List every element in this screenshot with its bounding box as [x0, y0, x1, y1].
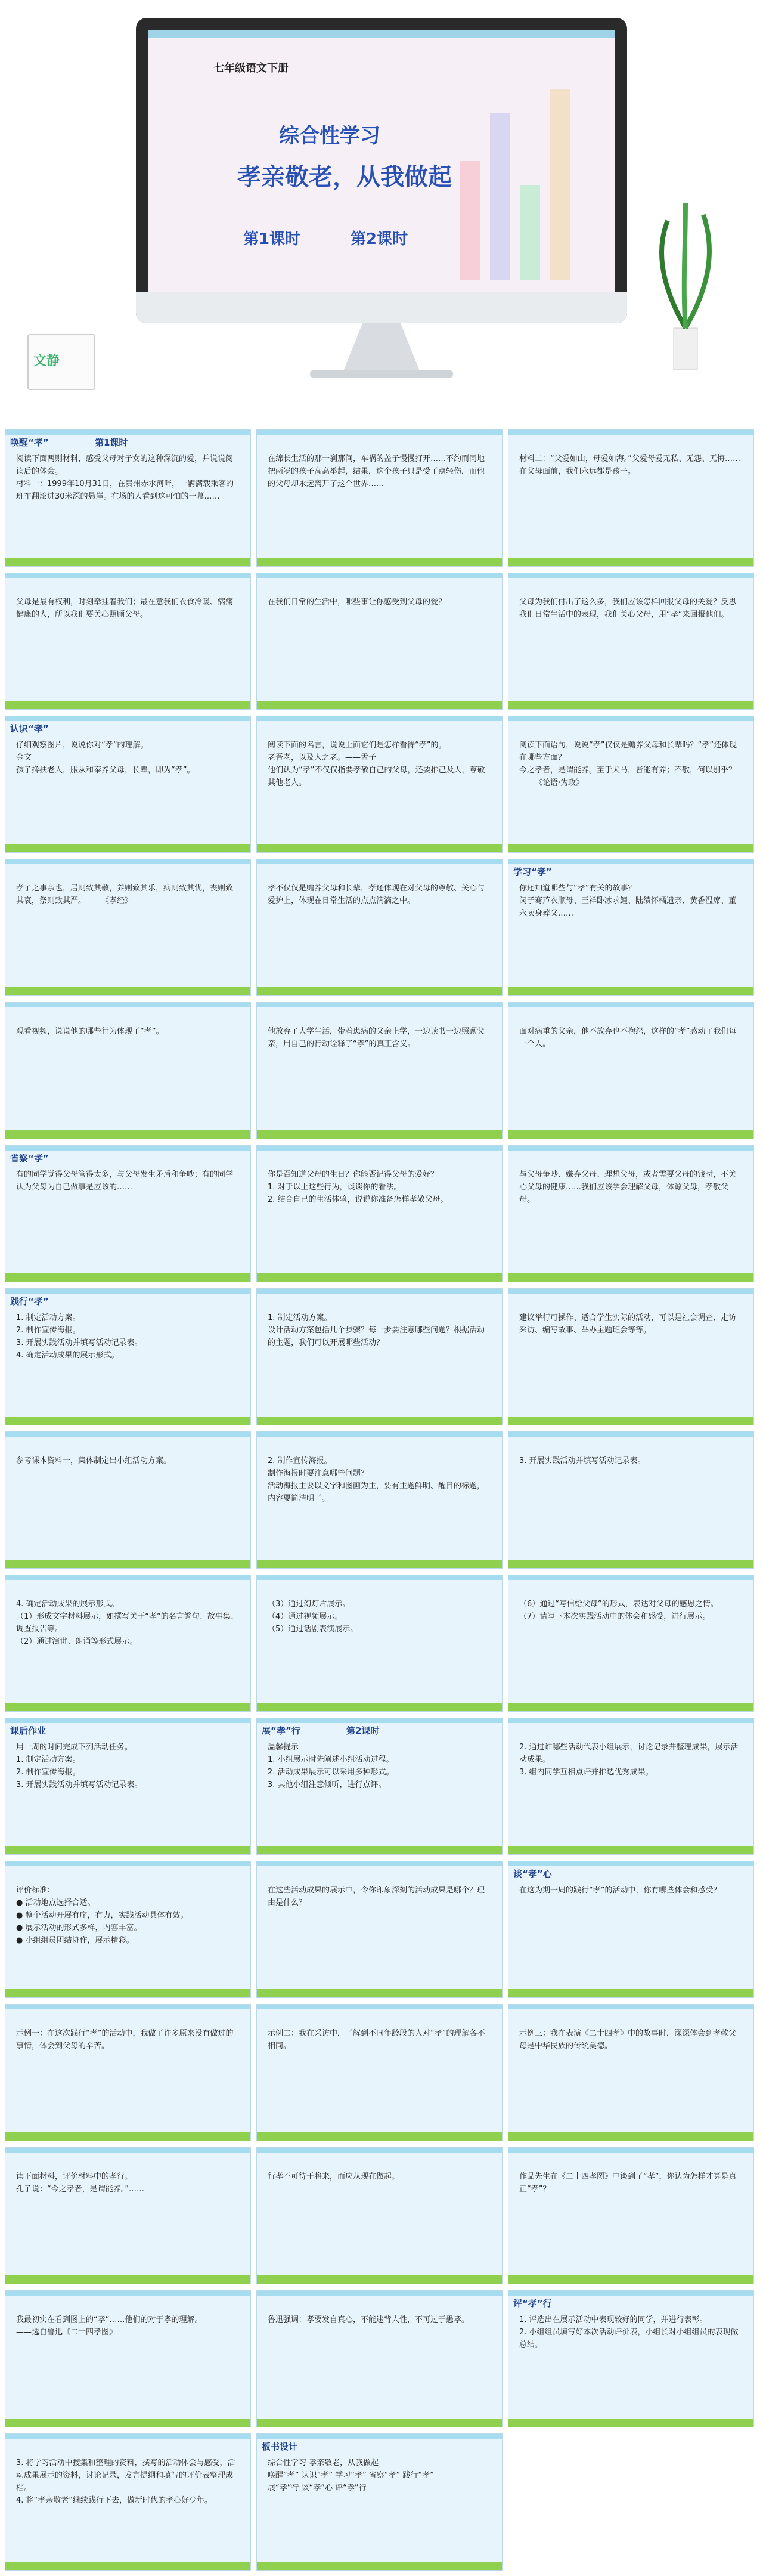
slide-grass	[508, 844, 753, 852]
slide-body: 温馨提示 1. 小组展示时先阐述小组活动过程。 2. 活动成果展示可以采用多种形式。 3. 其他小组注意倾听，进行点评。	[268, 1743, 394, 1789]
monitor-base	[310, 370, 453, 378]
slide-card[interactable]	[5, 429, 251, 567]
cover-title: 综合性学习	[279, 124, 380, 148]
slide-sky	[257, 1575, 502, 1580]
slide-grass	[5, 1130, 250, 1139]
slide-sky	[257, 1289, 502, 1294]
slide-sky	[5, 1861, 250, 1866]
slide-sky	[508, 1575, 753, 1580]
slide-sky	[5, 716, 250, 721]
slide-body: 示例三：我在表演《二十四孝》中的故事时，深深体会到孝敬父母是中华民族的传统美德。	[519, 2029, 737, 2051]
slide-body: 评价标准： ● 活动地点选择合适。 ● 整个活动开展有序，有力，实践活动具体有效。 ● 展示活动的形式多样，内容丰富。 ● 小组组员团结协作，展示精彩。	[16, 1886, 188, 1945]
slide-title: 展“孝”行	[262, 1725, 300, 1736]
slide-card[interactable]	[5, 859, 251, 996]
slide-body: （6）通过“写信给父母”的形式，表达对父母的感恩之情。 （7）请写下本次实践活动中的体会和感受，进行展示。	[519, 1600, 718, 1621]
slide-card[interactable]	[256, 1718, 503, 1855]
slide-grass	[508, 1273, 753, 1282]
slide-grass	[257, 1273, 502, 1282]
slide-card[interactable]	[508, 1002, 754, 1139]
slide-body: 父母为我们付出了这么多，我们应该怎样回报父母的关爱？反思我们日常生活中的表现，我们关心父母，用“孝”来回报他们。	[519, 598, 737, 619]
slide-sky	[257, 716, 502, 721]
slide-card[interactable]	[5, 1575, 251, 1712]
cover-grade: 七年级语文下册	[213, 62, 289, 75]
slide-grass	[257, 1846, 502, 1854]
slide-sky	[257, 2148, 502, 2153]
slide-grass	[5, 2132, 250, 2141]
slide-body: 孝子之事亲也，居则致其敬，养则致其乐，病则致其忧，丧则致其哀，祭则致其严。——《孝经》	[16, 884, 234, 905]
slide-grass	[257, 2132, 502, 2141]
slide-grass	[257, 1417, 502, 1425]
slide-card[interactable]	[256, 2433, 503, 2571]
cover-subtitle: 孝亲敬老，从我做起	[237, 163, 452, 191]
slide-sky	[5, 573, 250, 578]
slide-sky	[508, 1432, 753, 1437]
slide-sky	[257, 2291, 502, 2296]
slide-body: 作品先生在《二十四孝图》中谈到了“孝”，你认为怎样才算是真正“孝”？	[519, 2172, 737, 2194]
slide-sky	[5, 1718, 250, 1723]
slide-grass	[508, 1703, 753, 1711]
slide-grass	[257, 1130, 502, 1139]
slide-body: 读下面材料，评价材料中的孝行。 孔子说：“今之孝者，是谓能养。”……	[16, 2172, 144, 2194]
slide-card[interactable]	[5, 1861, 251, 1998]
slide-card[interactable]	[256, 1145, 503, 1282]
slide-body: 在绵长生活的那一刹那间，车祸的盖子慢慢打开……不约而同地把两岁的孩子高高举起，结果，这个孩子只是受了点轻伤，而他的父母却永远离开了这个世界……	[268, 454, 485, 488]
slide-card[interactable]	[508, 859, 754, 996]
slide-grass	[508, 1417, 753, 1425]
slide-body: 鲁迅强调：孝要发自真心，不能违背人性，不可过于愚孝。	[268, 2315, 470, 2324]
slide-card[interactable]	[508, 2147, 754, 2284]
cover-illustration	[454, 66, 591, 280]
slide-grass	[508, 987, 753, 995]
lesson1-link[interactable]: 第1课时	[243, 230, 301, 248]
slide-body: 在这为期一周的践行“孝”的活动中，你有哪些体会和感受？	[519, 1886, 721, 1895]
slide-grass	[5, 558, 250, 566]
slide-card[interactable]	[5, 1145, 251, 1282]
slide-tag: 第1课时	[95, 437, 128, 448]
slide-grass	[508, 1560, 753, 1568]
slide-grass	[257, 2562, 502, 2570]
slide-body: 他放弃了大学生活，带着患病的父亲上学，一边读书一边照顾父亲，用自己的行动诠释了“孝”的真正含义。	[268, 1027, 485, 1049]
slide-body: 2. 制作宣传海报。 制作海报时要注意哪些问题？ 活动海报主要以文字和图画为主，要有主题鲜明、醒目的标题，内容要简洁明了。	[268, 1456, 485, 1503]
monitor-stand	[334, 323, 429, 371]
slide-sky	[5, 1432, 250, 1437]
slide-card[interactable]	[5, 716, 251, 853]
slide-card[interactable]	[508, 429, 754, 567]
cover-topbar	[148, 30, 615, 38]
slide-body: 你是否知道父母的生日？你能否记得父母的爱好？ 1. 对于以上这些行为，谈谈你的看法。 2. 结合自己的生活体验，说说你准备怎样孝敬父母。	[268, 1170, 448, 1204]
slide-grass	[257, 987, 502, 995]
slide-sky	[5, 2148, 250, 2153]
slide-card[interactable]	[508, 2004, 754, 2141]
slide-body: 示例二：我在采访中，了解到不同年龄段的人对“孝”的理解各不相同。	[268, 2029, 485, 2051]
slide-grass	[257, 844, 502, 852]
slide-sky	[5, 1003, 250, 1007]
slide-sky	[508, 1718, 753, 1723]
slide-grass	[257, 2275, 502, 2284]
slide-grass	[5, 2562, 250, 2570]
slide-sky	[5, 1146, 250, 1151]
hero	[0, 0, 763, 418]
slide-sky	[5, 2291, 250, 2296]
slide-title: 谈“孝”心	[513, 1869, 552, 1879]
slide-card[interactable]	[5, 1718, 251, 1855]
plant-icon	[650, 197, 721, 376]
slide-card[interactable]	[256, 1288, 503, 1425]
slide-sky	[5, 2005, 250, 2009]
slide-grass	[5, 1417, 250, 1425]
slide-body: 在我们日常的生活中，哪些事让你感受到父母的爱？	[268, 598, 446, 607]
slide-body: 孝不仅仅是赡养父母和长辈，孝还体现在对父母的尊敬、关心与爱护上，体现在日常生活的点点滴滴之中。	[268, 884, 485, 905]
slide-grass	[5, 987, 250, 995]
slide-grass	[257, 558, 502, 566]
slide-card[interactable]	[256, 2290, 503, 2427]
slide-body: 1. 制定活动方案。 设计活动方案包括几个步骤？每一步要注意哪些问题？根据活动的主题，我们可以开展哪些活动？	[268, 1313, 485, 1347]
slide-grass	[257, 2419, 502, 2427]
slide-title: 课后作业	[10, 1725, 46, 1736]
monitor-chin	[136, 292, 627, 323]
slide-body: 仔细观察图片，说说你对“孝”的理解。 金文 孩子搀扶老人，服从和奉养父母，长辈，即为“孝”。	[16, 741, 195, 775]
slide-body: 父母是最有权利，时刻牵挂着我们；最在意我们衣食冷暖、病痛健康的人，所以我们要关心照顾父母。	[16, 598, 234, 619]
slide-body: 你还知道哪些与“孝”有关的故事？ 闵子骞芦衣顺母、王祥卧冰求鲤、陆绩怀橘遗亲、黄香温席、董永卖身葬父……	[519, 884, 737, 918]
slide-grass	[257, 1703, 502, 1711]
slide-sky	[5, 859, 250, 864]
slide-body: 阅读下面的名言，说说上面它们是怎样看待“孝”的。 老吾老，以及人之老。——孟子 他们认为“孝”不仅仅指要孝敬自己的父母，还要推己及人，尊敬其他老人。	[268, 741, 485, 787]
slide-body: 1. 制定活动方案。 2. 制作宣传海报。 3. 开展实践活动并填写活动记录表。 4. 确定活动成果的展示形式。	[16, 1313, 142, 1360]
slide-grass	[5, 701, 250, 709]
slide-body: 我最初实在看到图上的“孝”……他们的对于孝的理解。 ——选自鲁迅《二十四孝图》	[16, 2315, 203, 2337]
slide-title: 评“孝”行	[513, 2298, 552, 2309]
slide-grass	[508, 558, 753, 566]
slide-body: 与父母争吵、嫌弃父母、理想父母，或者需要父母的钱时，不关心父母的健康……我们应该学会理解父母，体谅父母，孝敬父母。	[519, 1170, 737, 1204]
slide-grass	[5, 2419, 250, 2427]
slide-sky	[257, 1861, 502, 1866]
slide-card[interactable]	[508, 1145, 754, 1282]
slide-card[interactable]	[256, 1002, 503, 1139]
slide-card[interactable]	[256, 1861, 503, 1998]
slide-card[interactable]	[5, 2290, 251, 2427]
slide-grass	[508, 2132, 753, 2141]
slide-card[interactable]	[256, 1575, 503, 1712]
slide-sky	[508, 716, 753, 721]
slide-grass	[257, 701, 502, 709]
slide-card[interactable]	[256, 859, 503, 996]
slide-body: 阅读下面语句，说说“孝”仅仅是赡养父母和长辈吗？“孝”还体现在哪些方面？ 今之孝者，是谓能养。至于犬马，皆能有养；不敬，何以别乎？——《论语·为政》	[519, 741, 737, 787]
slide-body: 建议举行可操作、适合学生实际的活动，可以是社会调查、走访采访、编写故事、举办主题班会等等。	[519, 1313, 737, 1335]
slide-grass	[5, 1989, 250, 1997]
slide-card[interactable]	[5, 1002, 251, 1139]
slide-sky	[508, 430, 753, 435]
slide-body: 3. 开展实践活动并填写活动记录表。	[519, 1456, 646, 1465]
slide-card[interactable]	[508, 1575, 754, 1712]
slide-card[interactable]	[5, 573, 251, 710]
slide-card[interactable]	[256, 716, 503, 853]
slide-grass	[5, 2275, 250, 2284]
slide-sky	[257, 859, 502, 864]
slide-card[interactable]	[508, 573, 754, 710]
slide-grass	[508, 2275, 753, 2284]
slide-grass	[257, 1560, 502, 1568]
slide-title: 认识“孝”	[10, 723, 49, 734]
slide-sky	[508, 2291, 753, 2296]
slide-sky	[257, 1003, 502, 1007]
slide-card[interactable]	[5, 2004, 251, 2141]
slide-card[interactable]	[5, 1288, 251, 1425]
slide-card[interactable]	[508, 2290, 754, 2427]
slide-body: 2. 通过谁哪些活动代表小组展示，讨论记录并整理成果，展示活动成果。 3. 组内同学互相点评并推选优秀成果。	[519, 1743, 739, 1777]
slide-title: 践行“孝”	[10, 1296, 49, 1307]
slide-title: 省察“孝”	[10, 1153, 49, 1164]
monitor	[136, 18, 627, 323]
slide-card[interactable]	[508, 716, 754, 853]
slide-grass	[5, 1703, 250, 1711]
slide-body: 参考课本资料一，集体制定出小组活动方案。	[16, 1456, 172, 1465]
slide-sky	[257, 430, 502, 435]
slide-body: 综合性学习 孝亲敬老，从我做起 唤醒“孝” 认识“孝” 学习“孝” 省察“孝” 践行“孝” 展“孝”行 谈“孝”心 评“孝”行	[268, 2459, 434, 2492]
slide-body: 有的同学觉得父母管得太多，与父母发生矛盾和争吵；有的同学认为父母为自己做事是应该的……	[16, 1170, 234, 1192]
slide-grass	[508, 1130, 753, 1139]
slide-body: 在这些活动成果的展示中，令你印象深刻的活动成果是哪个？理由是什么？	[268, 1886, 485, 1907]
lesson2-link[interactable]: 第2课时	[351, 230, 408, 248]
slide-body: 观看视频，说说他的哪些行为体现了“孝”。	[16, 1027, 164, 1036]
slide-sky	[508, 1003, 753, 1007]
slide-sky	[5, 1575, 250, 1580]
slide-sky	[508, 1861, 753, 1866]
slide-card[interactable]	[508, 1288, 754, 1425]
slide-tag: 第2课时	[346, 1725, 380, 1736]
slide-sky	[257, 573, 502, 578]
slide-sky	[508, 2148, 753, 2153]
slide-sky	[508, 2005, 753, 2009]
slide-grass	[5, 1273, 250, 1282]
slide-sky	[257, 2434, 502, 2439]
slide-title: 唤醒“孝”	[10, 437, 49, 448]
slide-sky	[5, 2434, 250, 2439]
slide-sky	[5, 430, 250, 435]
slide-body: 阅读下面两则材料，感受父母对子女的这种深沉的爱，并说说阅读后的体会。 材料一：1999年10月31日，在贵州赤水河畔，一辆满载乘客的班车翻滚进30米深的悬崖。在场的人看到这可怕的一幕……	[16, 454, 234, 501]
slide-card[interactable]	[256, 2147, 503, 2284]
slide-body: 行孝不可待于将来，而应从现在做起。	[268, 2172, 400, 2181]
slide-title: 板书设计	[262, 2441, 298, 2452]
slide-grass	[508, 1989, 753, 1997]
slide-card[interactable]	[5, 2147, 251, 2284]
slide-grass	[5, 1560, 250, 1568]
slide-body: 用一周的时间完成下列活动任务。 1. 制定活动方案。 2. 制作宣传海报。 3. 开展实践活动并填写活动记录表。	[16, 1743, 142, 1789]
slide-body: 面对病重的父亲，他不放弃也不抱怨，这样的“孝”感动了我们每一个人。	[519, 1027, 737, 1049]
cover-slide	[148, 30, 615, 292]
slide-card[interactable]	[508, 1431, 754, 1569]
slide-sky	[5, 1289, 250, 1294]
slide-sky	[257, 2005, 502, 2009]
slide-grass	[508, 2419, 753, 2427]
slide-card[interactable]	[5, 2433, 251, 2571]
slide-body: 材料二：“父爱如山，母爱如海。”父爱母爱无私、无怨、无悔……在父母面前，我们永远都是孩子。	[519, 454, 740, 476]
slide-grass	[508, 1846, 753, 1854]
brand-logo: 文静	[33, 354, 60, 369]
slide-body: 示例一：在这次践行“孝”的活动中，我做了许多原来没有做过的事情，体会到父母的辛苦。	[16, 2029, 234, 2051]
slide-title: 学习“孝”	[513, 867, 552, 877]
slide-body: （3）通过幻灯片展示。 （4）通过视频展示。 （5）通过话剧表演展示。	[268, 1600, 358, 1634]
slide-sky	[508, 573, 753, 578]
slide-sky	[257, 1718, 502, 1723]
calendar	[27, 334, 95, 390]
slide-card[interactable]	[5, 1431, 251, 1569]
slide-body: 1. 评选出在展示活动中表现较好的同学，并进行表彰。 2. 小组组员填写好本次活动评价表，小组长对小组组员的表现做总结。	[519, 2315, 739, 2349]
slide-card[interactable]	[256, 1431, 503, 1569]
slide-card[interactable]	[508, 1861, 754, 1998]
slide-sky	[257, 1432, 502, 1437]
slide-card[interactable]	[256, 573, 503, 710]
slide-card[interactable]	[256, 429, 503, 567]
slide-card[interactable]	[508, 1718, 754, 1855]
slide-sky	[508, 1289, 753, 1294]
slide-grass	[5, 844, 250, 852]
slide-card[interactable]	[256, 2004, 503, 2141]
slide-grass	[257, 1989, 502, 1997]
slide-sky	[257, 1146, 502, 1151]
slide-grass	[508, 701, 753, 709]
slide-body: 4. 确定活动成果的展示形式。 （1）形成文字材料展示，如撰写关于“孝”的名言警句、故事集、调查报告等。 （2）通过演讲、朗诵等形式展示。	[16, 1600, 238, 1646]
slide-grass	[5, 1846, 250, 1854]
slide-sky	[508, 859, 753, 864]
slide-body: 3. 将学习活动中搜集和整理的资料，撰写的活动体会与感受，活动成果展示的资料，讨论记录，发言提纲和填写的评价表整理成档。 4. 将“孝亲敬老”继续践行下去，做新时代的孝心好少年。	[16, 2459, 235, 2505]
slide-sky	[508, 1146, 753, 1151]
